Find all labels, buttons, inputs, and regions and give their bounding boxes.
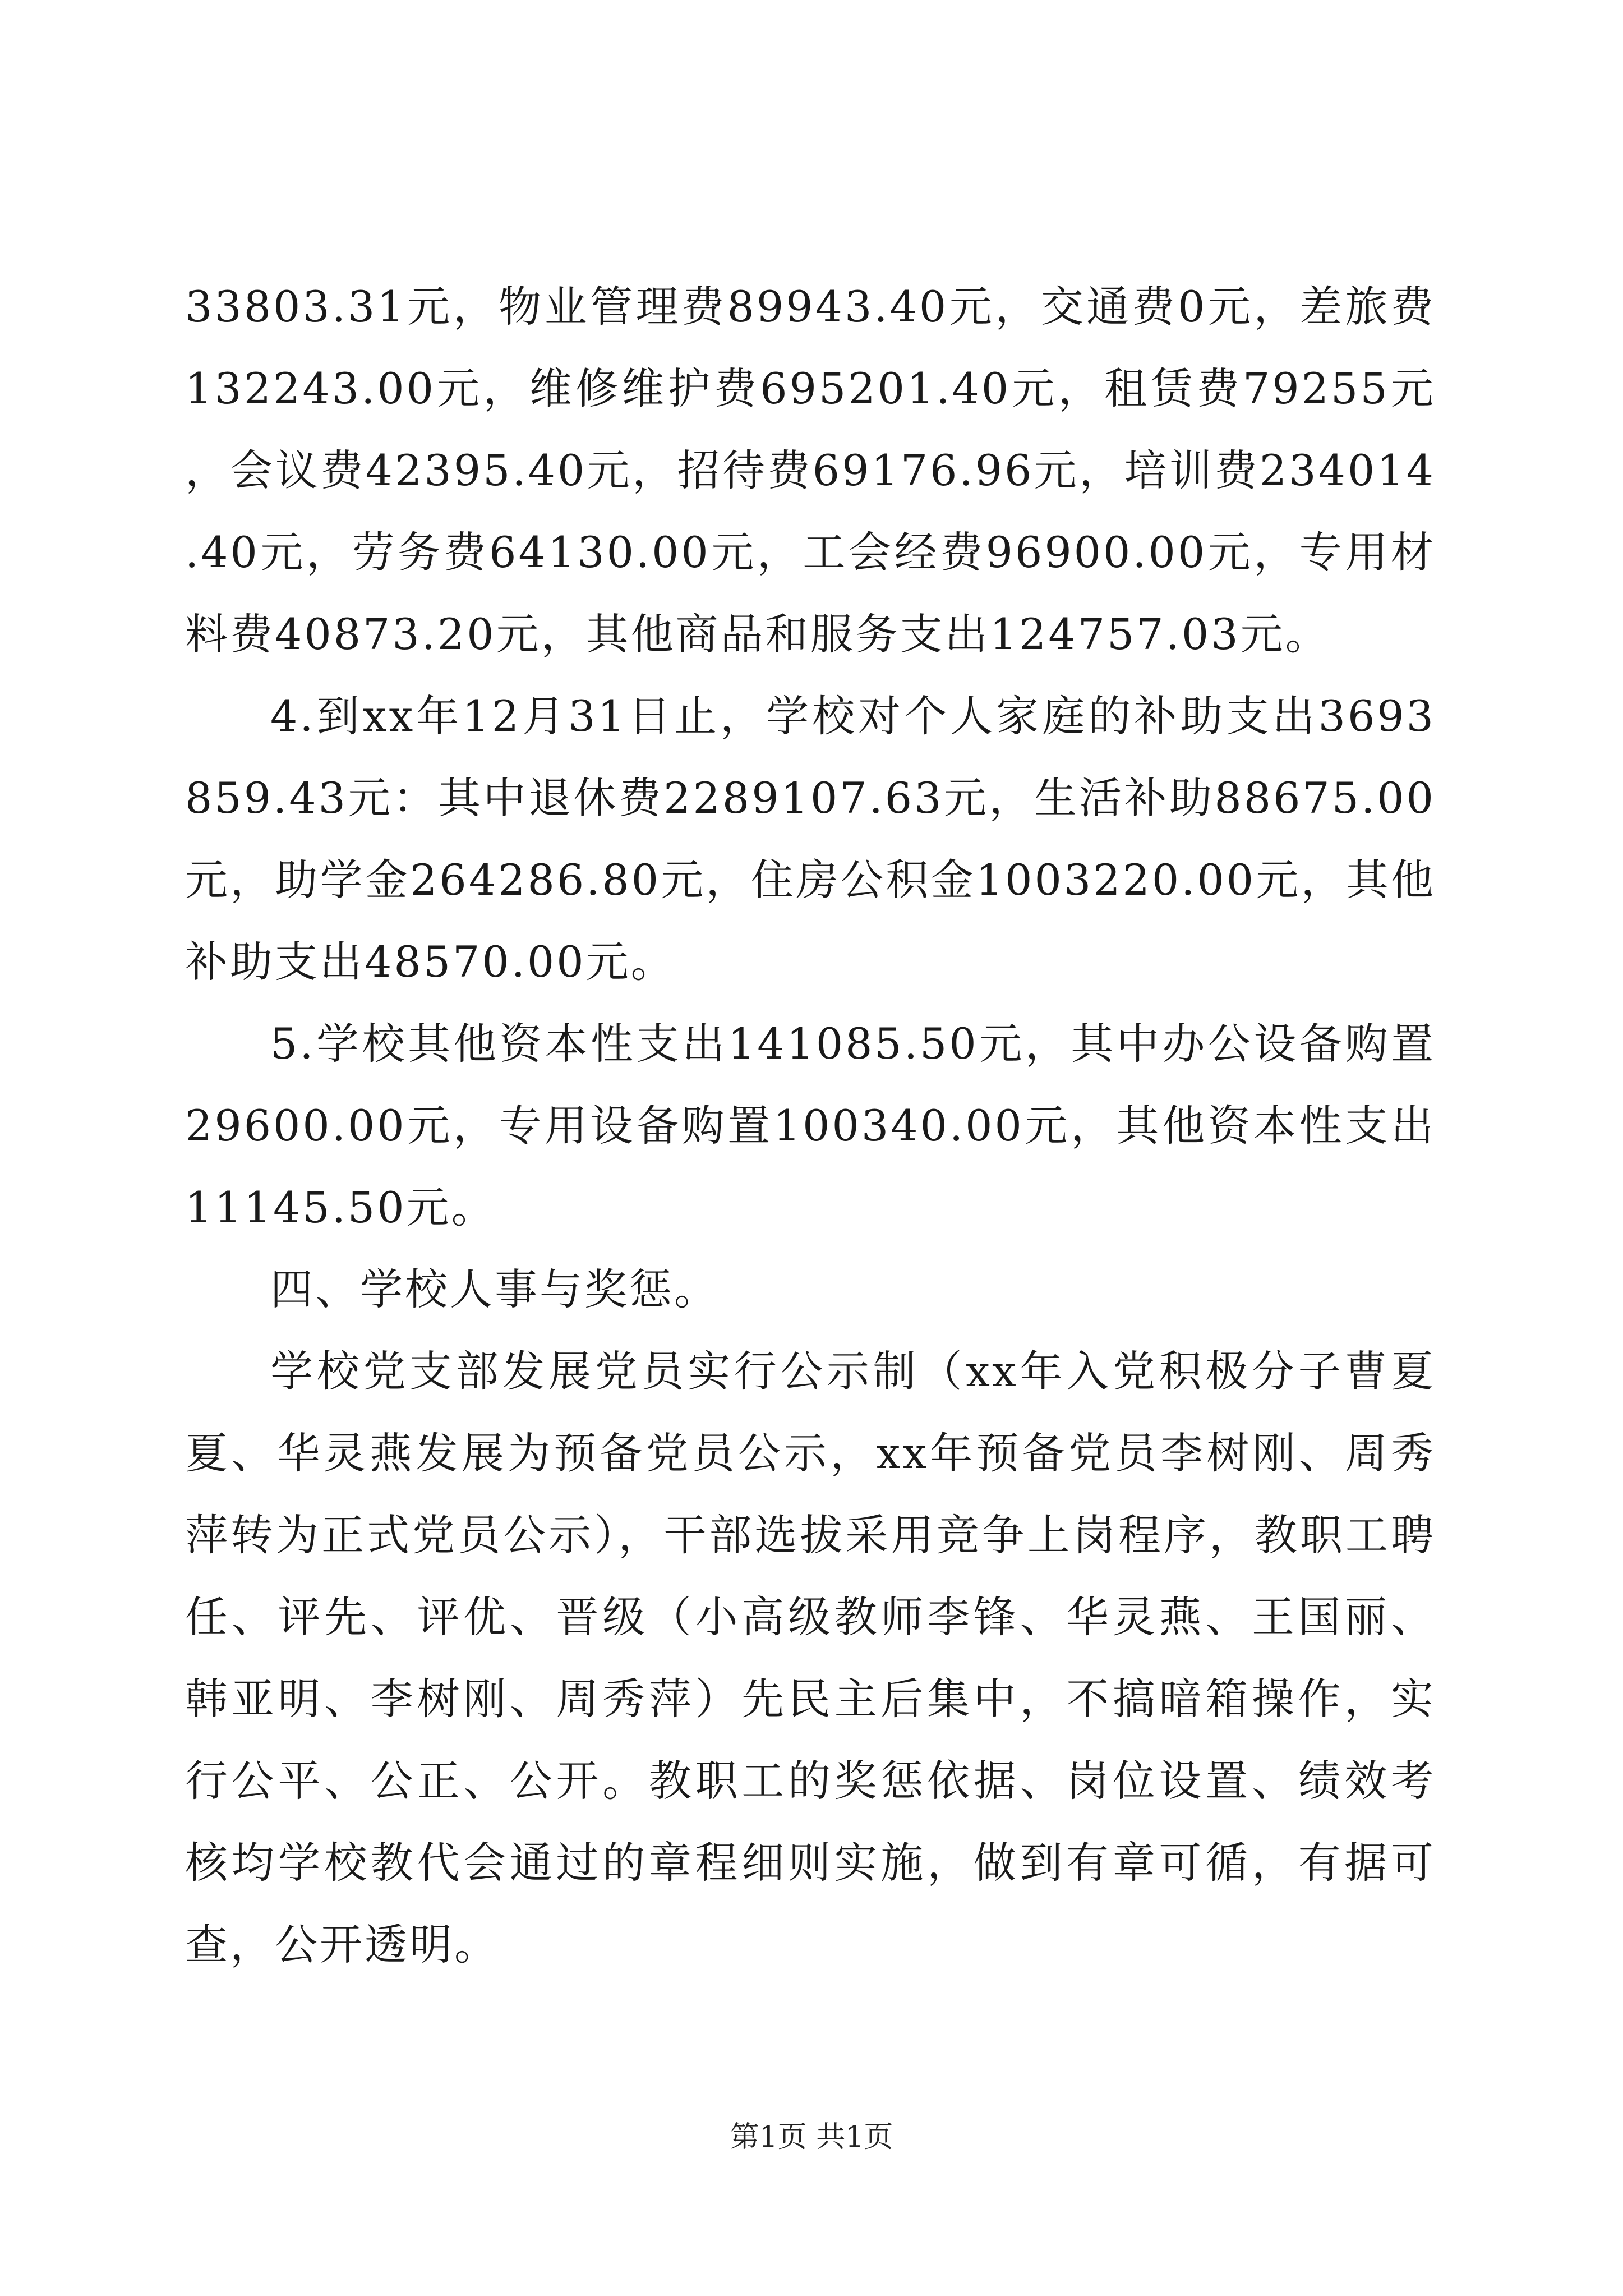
page-footer [0,2118,1623,2157]
paragraph-item-5: 5.学校其他资本性支出141085.50元，其中办公设备购置29600.00元，专用设备购置100340.00元，其他资本性支出11145.50元。 [185,1019,1436,1232]
paragraph-item-4: 4.到xx年12月31日止，学校对个人家庭的补助支出3693859.43元：其中退休费2289107.63元，生活补助88675.00元，助学金264286.80元，住房公积金1003220.00元，其他补助支出48570.00元。 [185,691,1436,987]
paragraph-section-4-body: 学校党支部发展党员实行公示制（xx年入党积极分子曹夏夏、华灵燕发展为预备党员公示，xx年预备党员李树刚、周秀萍转为正式党员公示），干部选拔采用竞争上岗程序，教职工聘任、评先、评优、晋级（小高级教师李锋、华灵燕、王国丽、韩亚明、李树刚、周秀萍）先民主后集中，不搞暗箱操作，实行公平、公正、公开。教职工的奖惩依据、岗位设置、绩效考核均学校教代会通过的章程细则实施，做到有章可循，有据可查，公开透明。 [185,1346,1436,1970]
paragraph-expense-detail: 33803.31元，物业管理费89943.40元，交通费0元，差旅费132243.00元，维修维护费695201.40元，租赁费79255元，会议费42395.40元，招待费69176.96元，培训费234014.40元，劳务费64130.00元，工会经费96900.00元，专用材料费40873.20元，其他商品和服务支出124757.03元。 [185,282,1436,659]
page-number: 第1页 共1页 [730,2120,893,2154]
document-body [185,266,1436,1986]
section-heading: 四、学校人事与奖惩。 [270,1264,719,1314]
